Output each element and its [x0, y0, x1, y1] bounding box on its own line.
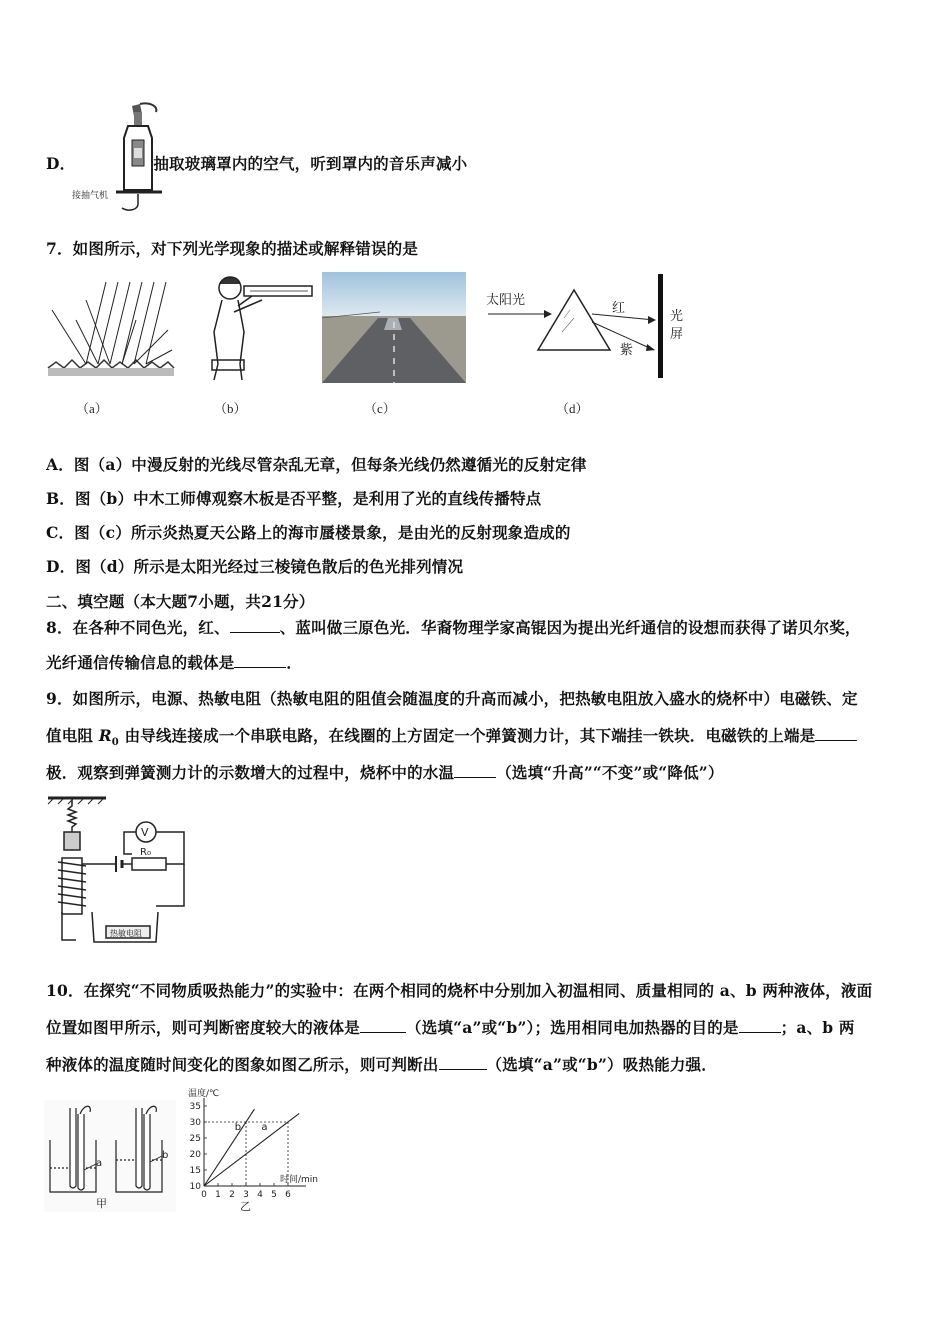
q8-text: 、蓝叫做三原色光．华裔物理学家高锟因为提出光纤通信的设想而获得了诺贝尔奖，: [279, 618, 861, 637]
r0-subscript: 0: [111, 737, 119, 749]
figure-a-caption: （a）: [76, 401, 108, 416]
violet-label: 紫: [620, 343, 634, 358]
figure-d-prism: [484, 272, 694, 382]
x-tick-label: 2: [229, 1190, 235, 1200]
series-label-a: a: [261, 1122, 268, 1133]
pump-label: 接抽气机: [72, 191, 109, 201]
q10-text: 位置如图甲所示，则可判断密度较大的液体是: [46, 1018, 361, 1037]
q10-text: 种液体的温度随时间变化的图象如图乙所示，则可判断出: [46, 1055, 439, 1074]
section-title: 二、填空题（本大题7小题，共21分）: [46, 592, 315, 611]
q10-text: （选填“a”或“b”）；选用相同电加热器的目的是: [406, 1018, 739, 1037]
q7-option-b: B．图（b）中木工师傅观察木板是否平整，是利用了光的直线传播特点: [46, 489, 542, 508]
q8-line2: [46, 651, 302, 673]
q7-option-d: D．图（d）所示是太阳光经过三棱镜色散后的色光排列情况: [46, 557, 464, 576]
q9-text: 由导线连接成一个串联电路，在线圈的上方固定一个弹簧测力计，其下端挂一铁块．电磁铁的上端是: [118, 726, 816, 745]
q10-line2: [46, 1016, 855, 1038]
answer-blank[interactable]: [454, 762, 496, 779]
q8-line1: [46, 616, 861, 638]
q9-text: （选填“升高”“不变”或“降低”）: [496, 763, 724, 782]
answer-blank[interactable]: [815, 725, 857, 742]
figure-b-carpenter: [200, 272, 315, 382]
option-letter: D．: [46, 154, 76, 173]
y-tick-label: 25: [189, 1134, 201, 1144]
q10-line1: 10．在探究“不同物质吸热能力”的实验中：在两个相同的烧杯中分别加入初温相同、质量相同的 a、b 两种液体，液面: [46, 981, 873, 1000]
q6-option-d: [46, 152, 467, 174]
series-label-b: b: [234, 1122, 242, 1133]
q10-text: （选填“a”或“b”）吸热能力强．: [486, 1055, 717, 1074]
x-tick-label: 3: [243, 1190, 249, 1200]
y-tick-label: 20: [189, 1150, 201, 1160]
chart-xlabel: 时间/min: [280, 1175, 319, 1185]
y-tick-label: 15: [189, 1166, 201, 1176]
figure-c-road-mirage: [322, 272, 466, 383]
figure-jia-label: 甲: [96, 1197, 107, 1210]
answer-blank[interactable]: [739, 1017, 781, 1034]
figure-d-caption: （d）: [556, 401, 589, 416]
y-tick-label: 10: [189, 1182, 201, 1192]
beaker-b-label: b: [162, 1150, 169, 1161]
voltmeter-label: V: [141, 826, 149, 839]
option-text: 抽取玻璃罩内的空气，听到罩内的音乐声减小: [153, 154, 468, 173]
q7-stem: 7．如图所示，对下列光学现象的描述或解释错误的是: [46, 239, 419, 258]
q8-text: 8．在各种不同色光，红、: [46, 618, 230, 637]
q8-text: ．: [286, 653, 303, 672]
beaker-a-label: a: [96, 1158, 103, 1169]
q9-line1: 9．如图所示，电源、热敏电阻（热敏电阻的阻值会随温度的升高而减小，把热敏电阻放入盛水的烧杯中）电磁铁、定: [46, 689, 858, 708]
sunlight-label: 太阳光: [486, 293, 526, 308]
q8-text: 光纤通信传输信息的载体是: [46, 653, 235, 672]
x-tick-label: 4: [257, 1190, 263, 1200]
q7-option-c: C．图（c）所示炎热夏天公路上的海市蜃楼景象，是由光的反射现象造成的: [46, 523, 571, 542]
thermistor-label: 热敏电阻: [110, 929, 142, 938]
screen-label-2: 屏: [670, 327, 684, 342]
y-tick-label: 35: [189, 1102, 201, 1112]
figure-b-caption: （b）: [214, 401, 247, 416]
q9-line2: [46, 724, 857, 748]
x-tick-label: 1: [215, 1190, 221, 1200]
q9-line3: [46, 761, 724, 783]
figure-c-caption: （c）: [364, 401, 396, 416]
y-tick-label: 30: [189, 1118, 201, 1128]
r0-label: R₀: [140, 847, 151, 858]
x-tick-label: 6: [285, 1190, 291, 1200]
answer-blank[interactable]: [360, 1017, 406, 1034]
x-tick-label: 5: [271, 1190, 277, 1200]
beakers-figure: [44, 1100, 176, 1212]
answer-blank[interactable]: [439, 1054, 487, 1071]
chart-ylabel: 温度/℃: [188, 1089, 220, 1099]
red-label: 红: [612, 301, 626, 316]
q9-text: 值电阻: [46, 726, 99, 745]
q7-option-a: A．图（a）中漫反射的光线尽管杂乱无章，但每条光线仍然遵循光的反射定律: [46, 455, 587, 474]
r0-symbol: R: [98, 726, 112, 745]
q9-text: 极．观察到弹簧测力计的示数增大的过程中，烧杯中的水温: [46, 763, 455, 782]
q10-line3: [46, 1053, 717, 1075]
electromagnet-circuit-figure: [44, 794, 194, 949]
temperature-time-chart: [182, 1084, 332, 1214]
x-tick-label: 0: [201, 1190, 207, 1200]
series-line-b: [204, 1109, 254, 1186]
answer-blank[interactable]: [230, 617, 280, 634]
answer-blank[interactable]: [234, 652, 286, 669]
q10-text: ；a、b 两: [780, 1018, 855, 1037]
figure-yi-label: 乙: [240, 1200, 251, 1213]
screen-label-1: 光: [670, 309, 684, 324]
figure-a-diffuse-reflection: [46, 280, 176, 380]
